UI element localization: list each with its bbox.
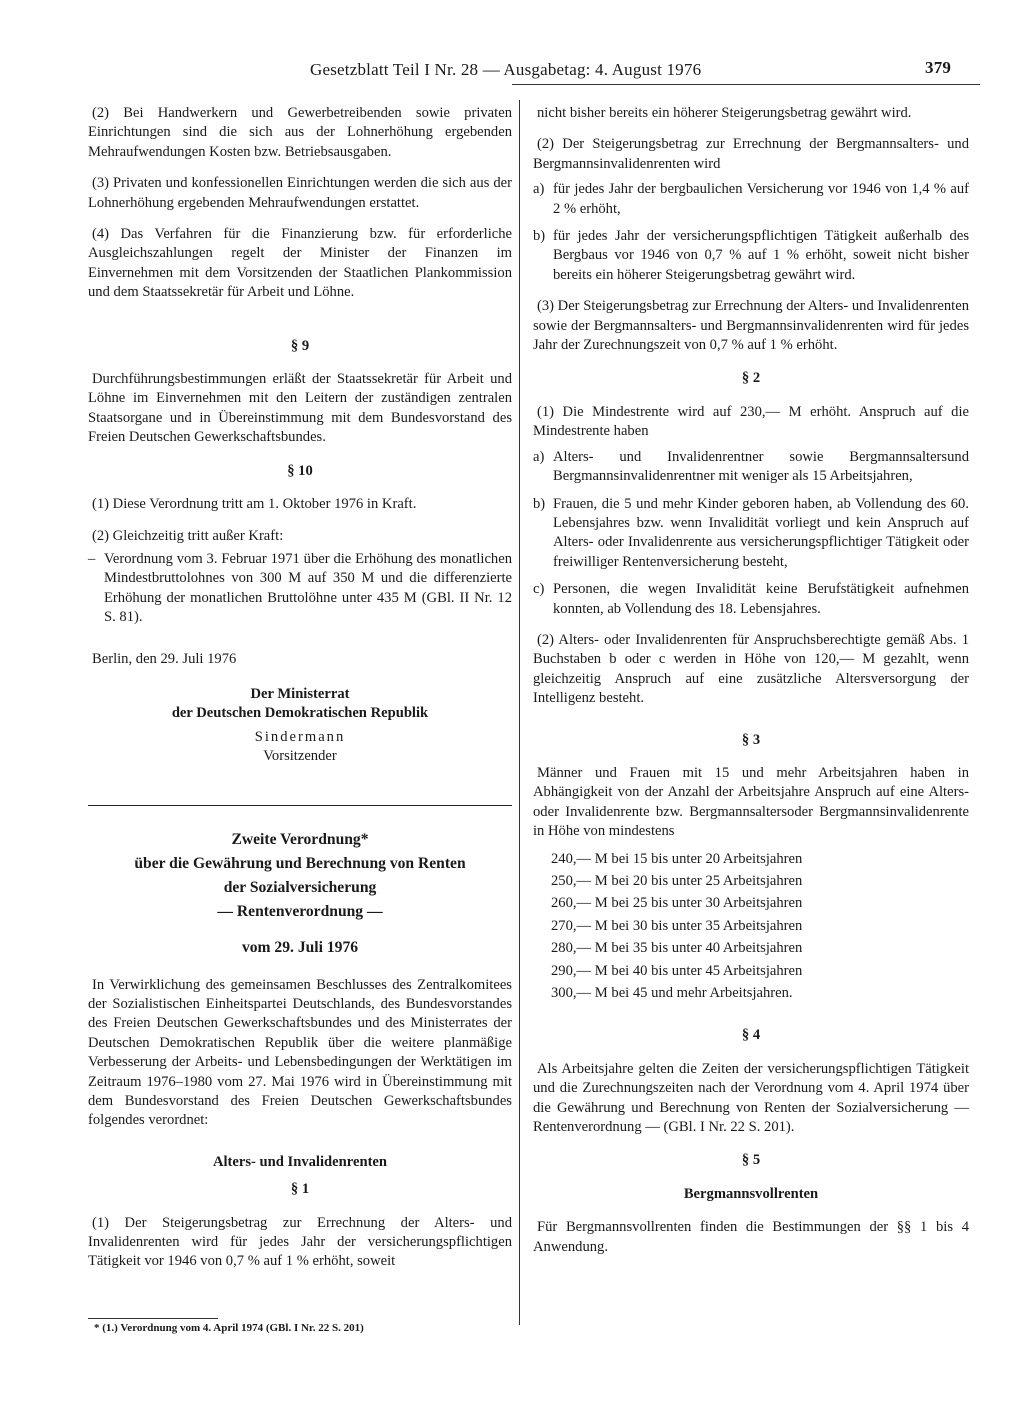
list-item bbox=[533, 495, 969, 573]
chapter-heading: Alters- und Invalidenrenten bbox=[212, 1153, 388, 1170]
paragraph: Als Arbeitsjahre gelten die Zeiten der versicherungspflichtigen Tätigkeit und die Zurechnungszeiten nach der Verordnung vom 4. April 1974 über die Gewährung und Berechnung von Renten der Sozialversicherung — Rentenverordnung — (GBl. I Nr. 22 S. 201). bbox=[533, 1060, 969, 1136]
list-marker: – bbox=[88, 550, 96, 567]
paragraph: (2) Der Steigerungsbetrag zur Errechnung der Bergmannsalters- und Bergmannsinvalidenrenten wird bbox=[533, 136, 969, 172]
section-heading-2: § 2 bbox=[741, 370, 761, 387]
pension-row: 270,— M bei 30 bis unter 35 Arbeitsjahren bbox=[551, 917, 803, 934]
list-marker: b) bbox=[533, 495, 546, 512]
preamble: In Verwirklichung des gemeinsamen Beschlusses des Zentralkomitees der Sozialistischen Einheitspartei Deutschlands, des Bundesvorstandes des Freien Deutschen Gewerkschaftsbundes und des Ministerrates der Deutschen Demokratischen Republik über die weitere planmäßige Verbesserung der Arbeits- und Lebensbedingungen der Werktätigen im Zeitraum 1976–1980 vom 27. Mai 1976 wird in Übereinstimmung mit dem Bundesvorstand des Freien Deutschen Gewerkschaftsbundes folgendes verordnet: bbox=[88, 976, 512, 1129]
paragraph: Für Bergmannsvollrenten finden die Bestimmungen der §§ 1 bis 4 Anwendung. bbox=[533, 1219, 969, 1255]
paragraph: (1) Die Mindestrente wird auf 230,— M erhöht. Anspruch auf die Mindestrente haben bbox=[533, 403, 969, 440]
header-title: Gesetzblatt Teil I Nr. 28 — Ausgabetag: 4. August 1976 bbox=[310, 60, 702, 79]
list-item bbox=[533, 227, 969, 285]
paragraph: (1) Der Steigerungsbetrag zur Errechnung der Alters- und Invalidenrenten wird für jedes Jahr der versicherungspflichtigen Tätigkeit vor 1946 von 0,7 % auf 1 % erhöht, soweit bbox=[88, 1214, 512, 1270]
list-text: Alters- und Invalidenrentner sowie Bergmannsaltersund Bergmannsinvalidenrentner mit weniger als 15 Arbeitsjahren, bbox=[553, 448, 969, 485]
pension-row: 260,— M bei 25 bis unter 30 Arbeitsjahren bbox=[551, 895, 803, 912]
left-column bbox=[88, 104, 512, 1284]
column-divider bbox=[519, 100, 520, 1325]
list-marker: c) bbox=[533, 581, 545, 598]
section-heading-1: § 1 bbox=[290, 1181, 310, 1198]
decree-title: der Sozialversicherung bbox=[223, 878, 377, 896]
signer-org: der Deutschen Demokratischen Republik bbox=[171, 705, 429, 722]
paragraph: Männer und Frauen mit 15 und mehr Arbeitsjahren haben in Abhängigkeit von der Anzahl der Arbeitsjahre Anspruch auf eine Alters- oder Invalidenrente bzw. Bergmannsaltersoder Bergmannsinvalidenrente in Höhe von mindestens bbox=[533, 764, 969, 840]
list-text: für jedes Jahr der versicherungspflichtigen Tätigkeit außerhalb des Bergbaus vor 1946 von 0,7 % auf 1 % erhöht, soweit nicht bisher bereits ein höherer Steigerungsbetrag gewährt wird. bbox=[553, 228, 969, 283]
pension-row: 250,— M bei 20 bis unter 25 Arbeitsjahren bbox=[551, 873, 803, 889]
signer-name: Sindermann bbox=[254, 728, 346, 745]
section-heading-4: § 4 bbox=[741, 1027, 761, 1044]
paragraph: (2) Alters- oder Invalidenrenten für Anspruchsberechtigte gemäß Abs. 1 Buchstaben b oder c werden in Höhe von 120,— M gezahlt, wenn gleichzeitig Anspruch auf eine zusätzliche Altersversorgung der Intelligenz besteht. bbox=[533, 631, 969, 707]
list-item bbox=[533, 580, 969, 619]
pension-table bbox=[551, 848, 969, 1005]
list-text: Verordnung vom 3. Februar 1971 über die Erhöhung des monatlichen Mindestbruttolohnes von 300 M auf 350 M und die differenzierte Erhöhung der monatlichen Bruttolöhne unter 435 M (GBl. II Nr. 12 S. 81). bbox=[104, 550, 512, 626]
pension-row: 300,— M bei 45 und mehr Arbeitsjahren. bbox=[551, 985, 793, 1002]
list-marker: a) bbox=[533, 448, 545, 465]
footnote-rule bbox=[88, 1318, 218, 1319]
paragraph: (2) Bei Handwerkern und Gewerbetreibenden sowie privaten Einrichtungen sind die sich aus der Lohnerhöhung ergebenden Mehraufwendungen Kosten bzw. Betriebsausgaben. bbox=[88, 105, 512, 160]
section-heading-10: § 10 bbox=[287, 462, 313, 479]
list-text: Frauen, die 5 und mehr Kinder geboren haben, ab Vollendung des 60. Lebensjahres bzw. wenn Invalidität vorliegt und kein Anspruch auf Alters- oder Invalidenrente aus versicherungspflichtiger Tätigkeit oder freiwilliger Rentenversicherung besteht, bbox=[553, 495, 969, 570]
paragraph: nicht bisher bereits ein höherer Steigerungsbetrag gewährt wird. bbox=[537, 105, 912, 121]
list-item bbox=[533, 448, 969, 487]
section-heading-3: § 3 bbox=[741, 731, 761, 748]
decree-title: über die Gewährung und Berechnung von Renten bbox=[134, 854, 466, 872]
subsection-heading: Bergmannsvollrenten bbox=[683, 1185, 819, 1202]
paragraph: (3) Privaten und konfessionellen Einrichtungen werden die sich aus der Lohnerhöhung ergebenden Mehraufwendungen erstattet. bbox=[88, 175, 512, 211]
footnote: * (1.) Verordnung vom 4. April 1974 (GBl. I Nr. 22 S. 201) bbox=[94, 1322, 364, 1334]
paragraph: (1) Diese Verordnung tritt am 1. Oktober 1976 in Kraft. bbox=[92, 496, 417, 513]
decree-title: Zweite Verordnung* bbox=[231, 830, 369, 848]
right-column bbox=[533, 104, 969, 1269]
signer-org: Der Ministerrat bbox=[250, 685, 350, 702]
paragraph: Durchführungsbestimmungen erläßt der Staatssekretär für Arbeit und Löhne im Einvernehmen mit den Leitern der zuständigen zentralen Staatsorgane und in Übereinstimmung mit dem Bundesvorstand des Freien Deutschen Gewerkschaftsbundes. bbox=[88, 371, 512, 446]
pension-row: 280,— M bei 35 bis unter 40 Arbeitsjahren bbox=[551, 940, 803, 957]
pension-row: 240,— M bei 15 bis unter 20 Arbeitsjahren bbox=[551, 850, 803, 867]
decree-date: vom 29. Juli 1976 bbox=[241, 938, 359, 956]
section-heading-9: § 9 bbox=[290, 337, 310, 354]
separator-rule bbox=[88, 805, 512, 806]
paragraph: (3) Der Steigerungsbetrag zur Errechnung der Alters- und Invalidenrenten sowie der Bergmannsalters- und Bergmannsinvalidenrenten wird für jedes Jahr der Zurechnungszeit von 0,7 % auf 1 % erhöht. bbox=[533, 298, 969, 354]
list-text: Personen, die wegen Invalidität keine Berufstätigkeit aufnehmen konnten, ab Vollendung des 18. Lebensjahres. bbox=[553, 581, 969, 617]
list-text: für jedes Jahr der bergbaulichen Versicherung vor 1946 von 1,4 % auf 2 % erhöht, bbox=[553, 181, 969, 217]
paragraph: (4) Das Verfahren für die Finanzierung bzw. für erforderliche Ausgleichszahlungen regelt der Minister der Finanzen im Einvernehmen mit dem Vorsitzenden der Staatlichen Plankommission und dem Staatssekretär für Arbeit und Löhne. bbox=[88, 226, 512, 301]
decree-title: — Rentenverordnung — bbox=[217, 902, 383, 920]
header-rule bbox=[512, 84, 980, 85]
paragraph: (2) Gleichzeitig tritt außer Kraft: bbox=[92, 527, 284, 544]
place-date: Berlin, den 29. Juli 1976 bbox=[92, 650, 237, 667]
signer-title: Vorsitzender bbox=[263, 748, 337, 765]
pension-row: 290,— M bei 40 bis unter 45 Arbeitsjahren bbox=[551, 962, 803, 979]
list-item bbox=[533, 180, 969, 219]
list-item bbox=[88, 550, 512, 628]
list-marker: a) bbox=[533, 181, 545, 198]
section-heading-5: § 5 bbox=[741, 1152, 761, 1169]
page-number: 379 bbox=[925, 58, 952, 77]
list-marker: b) bbox=[533, 228, 546, 245]
